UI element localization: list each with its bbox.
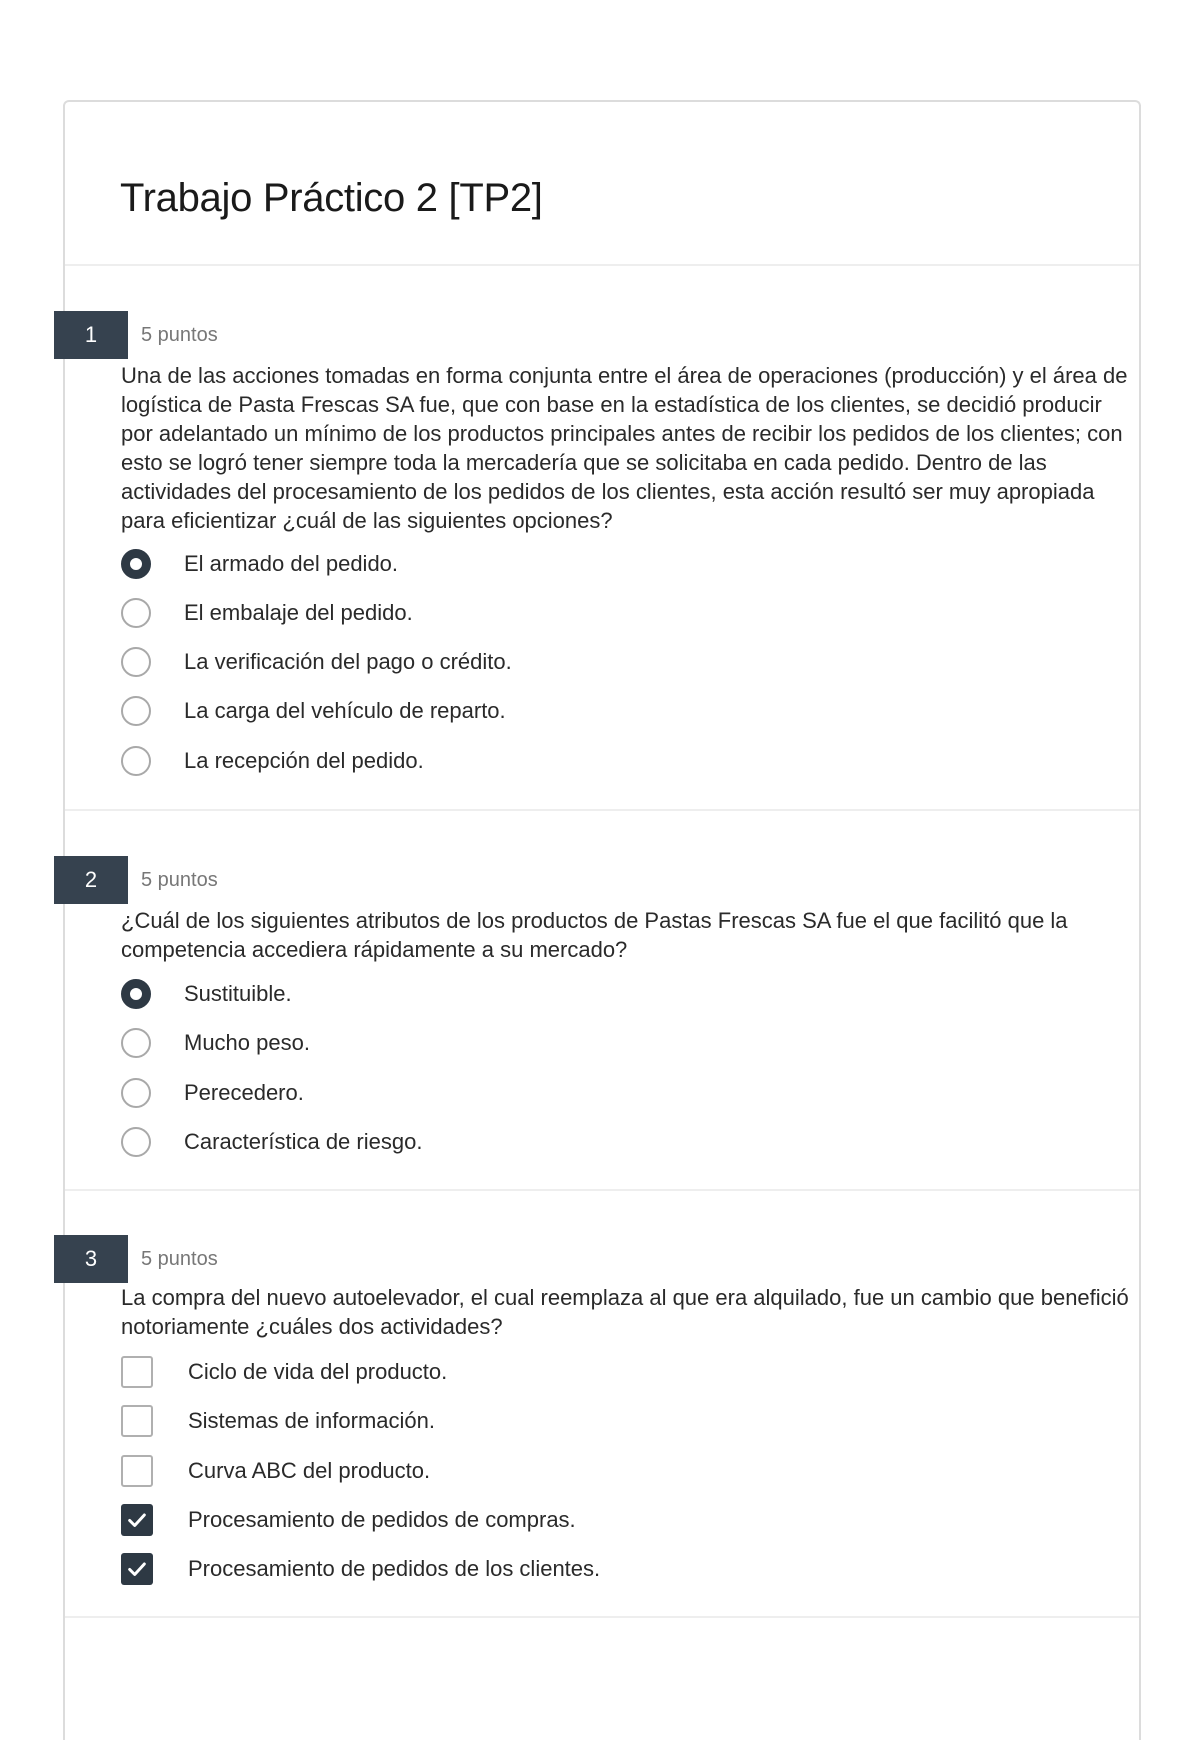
divider	[65, 1616, 1139, 1618]
option-label: El embalaje del pedido.	[184, 600, 413, 625]
radio-option[interactable]	[121, 1073, 304, 1113]
checkmark-icon	[126, 1558, 148, 1580]
question-number: 3	[54, 1235, 128, 1283]
checkbox-option[interactable]	[121, 1401, 435, 1441]
radio-option[interactable]	[121, 974, 292, 1014]
option-label: La recepción del pedido.	[184, 748, 424, 773]
option-label: La verificación del pago o crédito.	[184, 649, 512, 674]
option-label: Procesamiento de pedidos de los clientes.	[188, 1556, 601, 1581]
radio-selected-icon[interactable]	[121, 979, 151, 1009]
question-points: 5 puntos	[141, 1248, 218, 1270]
checkbox-unchecked-icon[interactable]	[121, 1356, 153, 1388]
question-number: 1	[54, 311, 128, 359]
checkbox-unchecked-icon[interactable]	[121, 1455, 153, 1487]
radio-option[interactable]	[121, 544, 398, 584]
divider	[65, 1189, 1139, 1191]
radio-selected-icon[interactable]	[121, 549, 151, 579]
divider	[65, 809, 1139, 811]
radio-option[interactable]	[121, 593, 413, 633]
radio-option[interactable]	[121, 1023, 310, 1063]
option-label: La carga del vehículo de reparto.	[184, 698, 506, 723]
question-points: 5 puntos	[141, 324, 218, 346]
option-label: Sustituible.	[184, 981, 292, 1006]
option-label: Característica de riesgo.	[184, 1129, 423, 1154]
option-label: Sistemas de información.	[188, 1408, 435, 1433]
question-points: 5 puntos	[141, 869, 218, 891]
question-number: 2	[54, 856, 128, 904]
radio-option[interactable]	[121, 642, 512, 682]
option-label: Mucho peso.	[184, 1030, 310, 1055]
page-title: Trabajo Práctico 2 [TP2]	[120, 176, 543, 220]
radio-unselected-icon[interactable]	[121, 696, 151, 726]
radio-option[interactable]	[121, 1122, 422, 1162]
checkbox-option[interactable]	[121, 1549, 600, 1589]
radio-option[interactable]	[121, 741, 424, 781]
checkmark-icon	[126, 1509, 148, 1531]
radio-unselected-icon[interactable]	[121, 1028, 151, 1058]
option-label: Curva ABC del producto.	[188, 1458, 431, 1483]
radio-unselected-icon[interactable]	[121, 746, 151, 776]
checkbox-option[interactable]	[121, 1451, 430, 1491]
radio-unselected-icon[interactable]	[121, 1078, 151, 1108]
question-text: La compra del nuevo autoelevador, el cual reemplaza al que era alquilado, fue un cambio que benefició notoriamente ¿cuáles dos actividades?	[121, 1285, 1129, 1339]
option-label: Procesamiento de pedidos de compras.	[188, 1507, 576, 1532]
checkbox-unchecked-icon[interactable]	[121, 1405, 153, 1437]
question-text: Una de las acciones tomadas en forma conjunta entre el área de operaciones (producción) y el área de logística de Pasta Frescas SA fue, que con base en la estadística de los clientes, se decidió producir por adelantado un mínimo de los productos principales antes de recibir los pedidos de los clientes; con esto se logró tener siempre toda la mercadería que se solicitaba en cada pedido. Dentro de las actividades del procesamiento de los pedidos de los clientes, esta acción resultó ser muy apropiada para eficientizar ¿cuál de las siguientes opciones?	[121, 363, 1128, 533]
radio-option[interactable]	[121, 691, 506, 731]
checkbox-option[interactable]	[121, 1352, 447, 1392]
checkbox-checked-icon[interactable]	[121, 1553, 153, 1585]
checkbox-option[interactable]	[121, 1500, 576, 1540]
radio-unselected-icon[interactable]	[121, 647, 151, 677]
radio-unselected-icon[interactable]	[121, 1127, 151, 1157]
radio-unselected-icon[interactable]	[121, 598, 151, 628]
option-label: Perecedero.	[184, 1080, 304, 1105]
divider	[65, 264, 1139, 266]
checkbox-checked-icon[interactable]	[121, 1504, 153, 1536]
question-text: ¿Cuál de los siguientes atributos de los productos de Pastas Frescas SA fue el que facilitó que la competencia accediera rápidamente a su mercado?	[121, 908, 1068, 962]
option-label: El armado del pedido.	[184, 551, 399, 576]
option-label: Ciclo de vida del producto.	[188, 1359, 448, 1384]
